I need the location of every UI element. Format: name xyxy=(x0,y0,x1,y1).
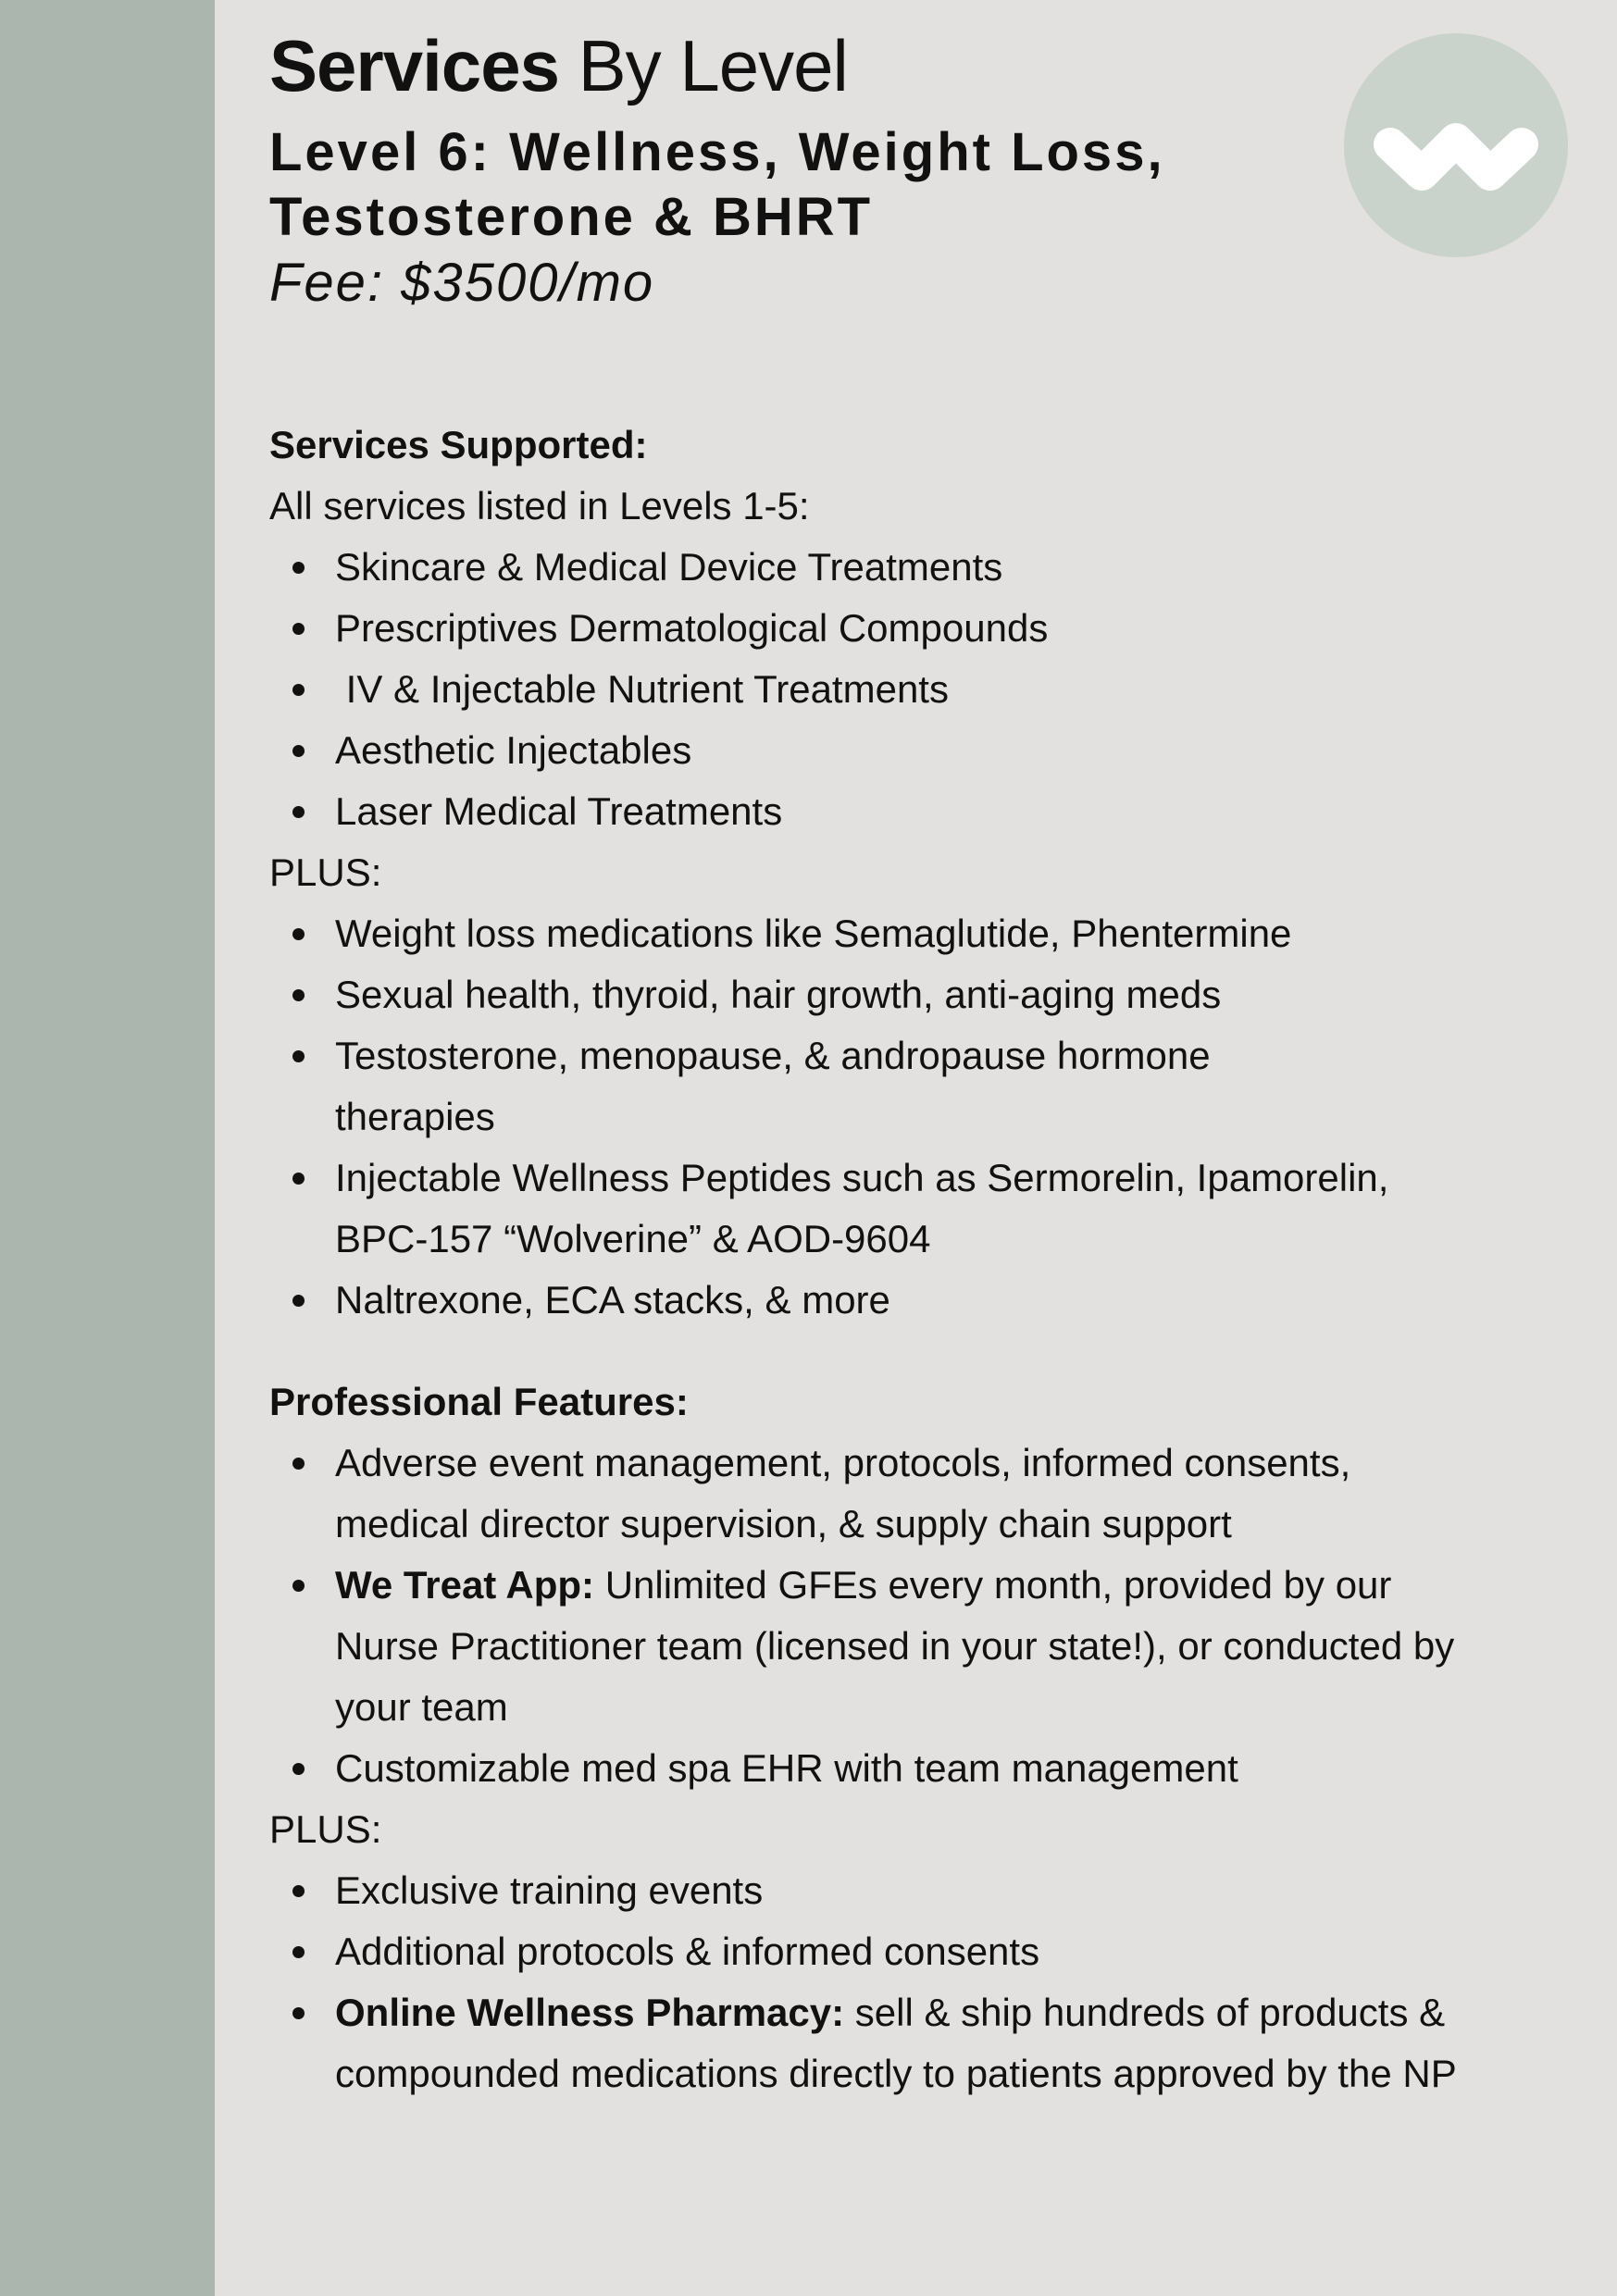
services-heading: Services Supported: xyxy=(269,423,648,466)
title-rest: By Level xyxy=(558,25,848,106)
level-heading-line-2: Testosterone & BHRT xyxy=(269,187,874,247)
feature-label: We Treat App: xyxy=(335,1563,595,1607)
features-plus-list xyxy=(269,1860,1500,2104)
features-heading: Professional Features: xyxy=(269,1380,689,1423)
list-item: Testosterone, menopause, & andropause hormone therapies xyxy=(269,1025,1500,1148)
feature-text: Exclusive training events xyxy=(335,1868,764,1912)
features-list xyxy=(269,1433,1500,1799)
list-item xyxy=(269,1738,1500,1799)
list-item: Weight loss medications like Semaglutide, Phentermine xyxy=(269,903,1500,964)
page-title xyxy=(269,20,1500,111)
list-item: Laser Medical Treatments xyxy=(269,781,1500,842)
list-item xyxy=(269,1433,1500,1555)
feature-text: Unlimited GFEs every month, provided by our Nurse Practitioner team (licensed in your state!), or conducted by your team xyxy=(335,1563,1465,1729)
list-item: IV & Injectable Nutrient Treatments xyxy=(269,659,1500,720)
document-content xyxy=(269,20,1500,2104)
feature-text: Additional protocols & informed consents xyxy=(335,1930,1040,1973)
title-bold: Services xyxy=(269,25,559,106)
list-item: Injectable Wellness Peptides such as Sermorelin, Ipamorelin, BPC-157 “Wolverine” & AOD-9604 xyxy=(269,1148,1500,1270)
features-plus-label: PLUS: xyxy=(269,1807,382,1851)
list-item xyxy=(269,1555,1500,1738)
list-item: Aesthetic Injectables xyxy=(269,720,1500,781)
list-item: Prescriptives Dermatological Compounds xyxy=(269,598,1500,659)
level-heading xyxy=(269,120,1500,250)
services-plus-label: PLUS: xyxy=(269,850,382,894)
feature-text: Adverse event management, protocols, informed consents, medical director supervision, & supply chain support xyxy=(335,1441,1351,1545)
feature-label: Online Wellness Pharmacy: xyxy=(335,1991,845,2034)
list-item: Naltrexone, ECA stacks, & more xyxy=(269,1270,1500,1331)
list-item xyxy=(269,1860,1500,1921)
fee: Fee: $3500/mo xyxy=(269,253,655,313)
list-item: Skincare & Medical Device Treatments xyxy=(269,537,1500,598)
services-intro: All services listed in Levels 1-5: xyxy=(269,484,810,527)
list-item xyxy=(269,1982,1500,2104)
level-heading-line-1: Level 6: Wellness, Weight Loss, xyxy=(269,122,1165,182)
list-item: Sexual health, thyroid, hair growth, anti-aging meds xyxy=(269,964,1500,1025)
feature-text: sell & ship hundreds of products & compounded medications directly to patients approved by the NP xyxy=(335,1991,1457,2095)
services-plus-list xyxy=(269,903,1500,1331)
services-list xyxy=(269,537,1500,842)
list-item xyxy=(269,1921,1500,1982)
feature-text: Customizable med spa EHR with team management xyxy=(335,1746,1238,1790)
side-band xyxy=(0,0,215,2296)
